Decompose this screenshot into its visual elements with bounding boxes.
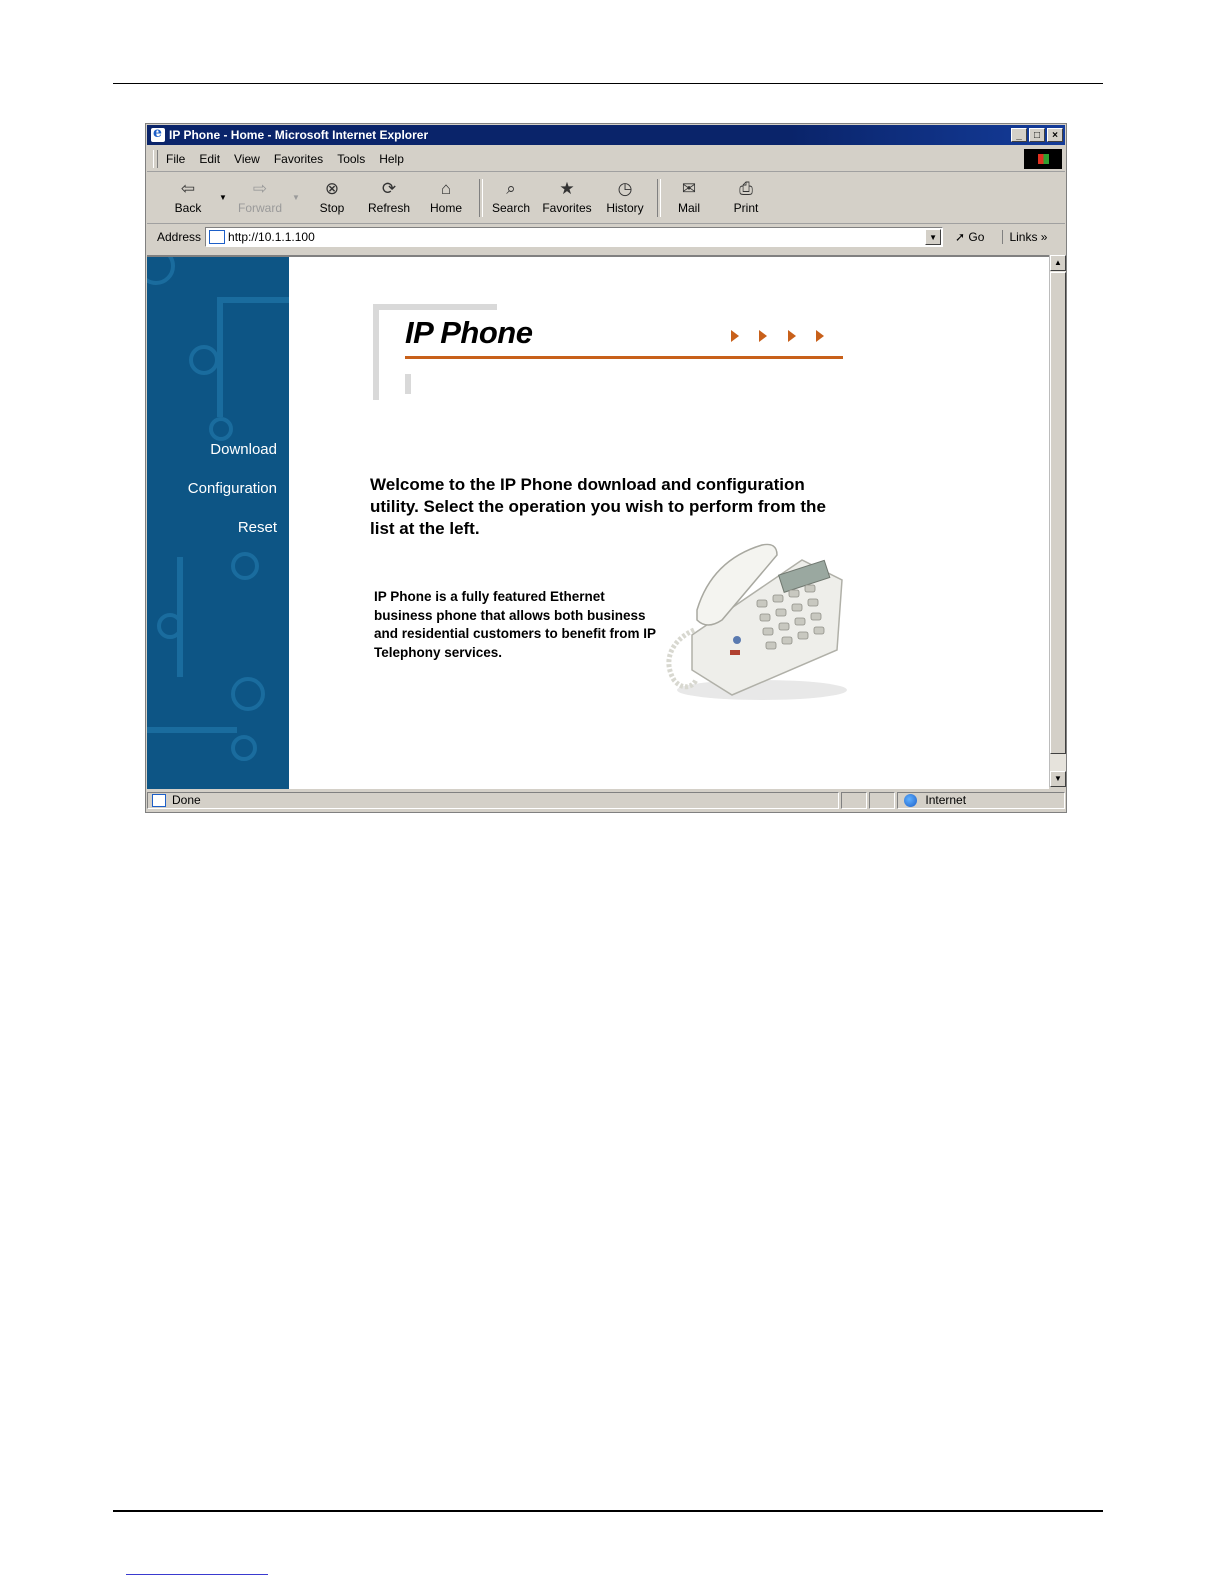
- search-button[interactable]: [484, 177, 538, 219]
- home-label: Home: [429, 201, 462, 215]
- favorites-button[interactable]: [540, 177, 594, 219]
- globe-icon: [904, 794, 917, 807]
- menu-help[interactable]: Help: [379, 152, 404, 166]
- print-button[interactable]: [719, 177, 773, 219]
- forward-button[interactable]: [233, 177, 287, 219]
- circuit-decoration: [147, 727, 237, 733]
- print-label: Print: [733, 201, 759, 215]
- back-dropdown-icon[interactable]: ▼: [219, 193, 227, 202]
- forward-dropdown-icon[interactable]: ▼: [292, 193, 300, 202]
- links-button[interactable]: Links »: [1002, 230, 1047, 244]
- footer-link-underline: [126, 1574, 268, 1575]
- circuit-decoration: [231, 735, 257, 761]
- page-top-rule: [113, 83, 1103, 84]
- arrow-icon: [788, 330, 796, 342]
- vertical-scrollbar[interactable]: [1049, 255, 1066, 787]
- scroll-up-icon[interactable]: ▲: [1050, 255, 1066, 271]
- scroll-down-icon[interactable]: ▼: [1050, 771, 1066, 787]
- minimize-button[interactable]: _: [1011, 128, 1027, 142]
- home-button[interactable]: [419, 177, 473, 219]
- status-panel: [841, 792, 867, 809]
- stop-label: Stop: [319, 201, 345, 215]
- search-icon: ⌕: [506, 179, 516, 198]
- address-dropdown-icon[interactable]: ▼: [925, 229, 941, 245]
- circuit-decoration: [209, 417, 233, 441]
- window-title: IP Phone - Home - Microsoft Internet Explorer: [169, 128, 429, 142]
- welcome-text: Welcome to the IP Phone download and configuration utility. Select the operation you wish to perform from the list at the left.: [370, 475, 826, 538]
- favorites-icon: ★: [559, 179, 575, 198]
- scroll-thumb[interactable]: [1050, 272, 1066, 754]
- refresh-icon: ⟳: [381, 179, 397, 198]
- menu-tools[interactable]: Tools: [337, 152, 366, 166]
- security-zone: [897, 792, 1065, 809]
- back-button[interactable]: [161, 177, 215, 219]
- history-button[interactable]: [598, 177, 652, 219]
- circuit-decoration: [189, 345, 219, 375]
- title-bar: [147, 125, 1065, 145]
- arrow-icon: [816, 330, 824, 342]
- arrow-icon: [731, 330, 739, 342]
- circuit-decoration: [177, 557, 183, 677]
- address-bar: [147, 224, 1065, 250]
- menu-favorites[interactable]: Favorites: [273, 152, 324, 166]
- page-title: IP Phone: [405, 315, 533, 350]
- circuit-decoration: [217, 297, 223, 417]
- favorites-label: Favorites: [542, 201, 592, 215]
- menu-edit[interactable]: Edit: [199, 152, 221, 166]
- mail-icon: ✉: [681, 179, 697, 198]
- forward-label: Forward: [237, 201, 282, 215]
- mail-button[interactable]: [662, 177, 716, 219]
- address-url[interactable]: http://10.1.1.100: [228, 230, 315, 244]
- history-label: History: [606, 201, 644, 215]
- sidebar-item-configuration[interactable]: Configuration: [187, 480, 277, 497]
- status-panel: [869, 792, 895, 809]
- refresh-label: Refresh: [367, 201, 411, 215]
- standard-toolbar: [147, 173, 1065, 224]
- hero-underline: [405, 356, 843, 359]
- page-icon: [209, 230, 225, 244]
- circuit-decoration: [231, 677, 265, 711]
- back-label: Back: [174, 201, 202, 215]
- sidebar-nav: [147, 257, 289, 789]
- home-icon: ⌂: [440, 179, 452, 198]
- maximize-button[interactable]: □: [1029, 128, 1045, 142]
- page-viewport: [147, 255, 1049, 789]
- forward-arrow-icon: ⇨: [252, 179, 268, 198]
- go-button[interactable]: ➚ Go: [955, 230, 985, 244]
- refresh-button[interactable]: [362, 177, 416, 219]
- circuit-decoration: [231, 552, 259, 580]
- page-icon: [152, 794, 166, 807]
- status-main: [147, 792, 839, 809]
- menu-bar: [147, 147, 1065, 172]
- toolbar-separator: [657, 179, 661, 217]
- history-icon: ◷: [617, 179, 633, 198]
- circuit-decoration: [147, 257, 175, 285]
- stop-button[interactable]: [305, 177, 359, 219]
- browser-window: [145, 123, 1067, 813]
- circuit-decoration: [217, 297, 289, 303]
- arrow-icon: [759, 330, 767, 342]
- address-label: Address: [157, 230, 202, 244]
- toolbar-separator: [479, 179, 483, 217]
- zone-text: Internet: [925, 793, 967, 807]
- status-text: Done: [172, 793, 201, 807]
- ip-phone-image: [652, 540, 852, 705]
- sidebar-item-download[interactable]: Download: [210, 441, 277, 458]
- sidebar-item-reset[interactable]: Reset: [237, 519, 277, 536]
- mail-label: Mail: [677, 201, 700, 215]
- ie-icon: [151, 128, 165, 142]
- close-button[interactable]: ×: [1047, 128, 1063, 142]
- address-field[interactable]: [205, 227, 943, 247]
- stop-icon: ⊗: [324, 179, 340, 198]
- windows-logo-icon: [1024, 149, 1062, 169]
- menu-file[interactable]: File: [166, 152, 186, 166]
- search-label: Search: [491, 201, 531, 215]
- menu-view[interactable]: View: [234, 152, 260, 166]
- hero-frame: [379, 374, 411, 394]
- menu-grip: [153, 150, 158, 168]
- page-bottom-rule: [113, 1510, 1103, 1512]
- go-label: Go: [968, 230, 985, 244]
- print-icon: ⎙: [739, 179, 753, 198]
- status-bar: [147, 789, 1065, 811]
- links-label: Links: [1009, 230, 1038, 244]
- back-arrow-icon: ⇦: [180, 179, 196, 198]
- product-description: IP Phone is a fully featured Ethernet business phone that allows both business and residential customers to benefit from IP Telephony services.: [374, 589, 656, 660]
